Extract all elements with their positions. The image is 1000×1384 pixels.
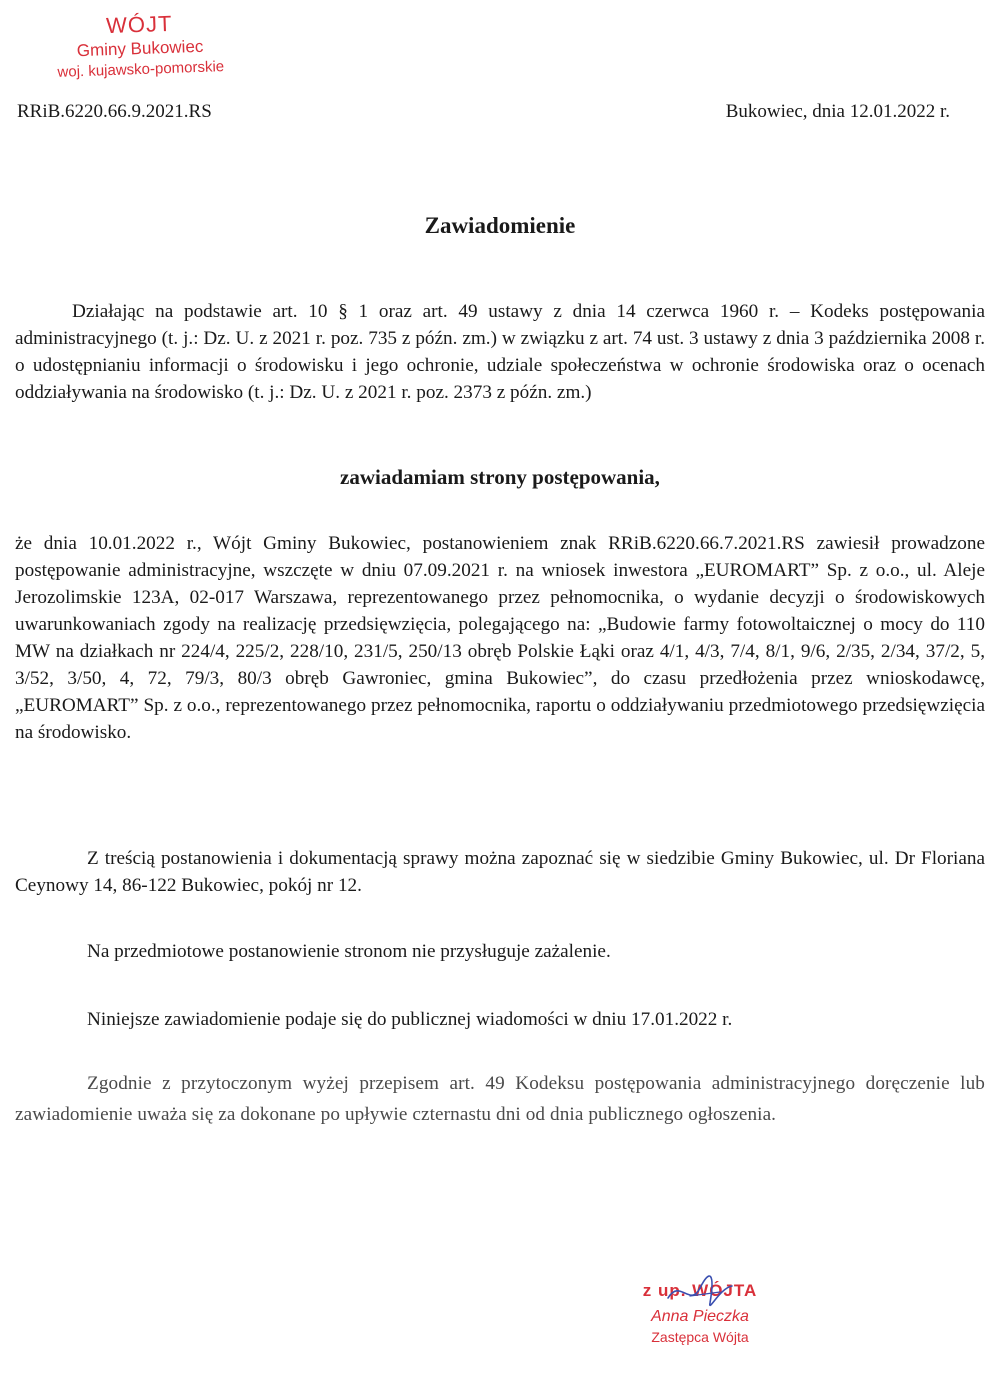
legal-basis-paragraph: Działając na podstawie art. 10 § 1 oraz art. 49 ustawy z dnia 14 czerwca 1960 r. – Kodeks postępowania administracyjnego (t. j.: Dz. U. z 2021 r. poz. 735 z późn. zm.) w związku z art. 74 ust. 3 ustawy z dnia 3 października 2008 r. o udostępnianiu informacji o środowisku i jego ochronie, udziale społeczeństwa w ochronie środowiska oraz o ocenach oddziaływania na środowisko (t. j.: Dz. U. z 2021 r. poz. 2373 z późn. zm.)	[15, 301, 985, 403]
signature-stamp-position: Zastępca Wójta	[651, 1329, 749, 1345]
signature-stamp-name: Anna Pieczka	[651, 1308, 749, 1325]
document-reference: RRiB.6220.66.9.2021.RS	[17, 101, 212, 122]
document-title: Zawiadomienie	[424, 213, 576, 238]
publication-paragraph: Niniejsze zawiadomienie podaje się do publicznej wiadomości w dniu 17.01.2022 r.	[87, 1009, 733, 1030]
signature-stamp-authorization: z up. WÓJTA	[642, 1281, 758, 1300]
delivery-paragraph: Zgodnie z przytoczonym wyżej przepisem art. 49 Kodeksu postępowania administracyjnego doręczenie lub zawiadomienie uważa się za dokonane po upływie czternastu dni od dnia publicznego ogłoszenia.	[15, 1073, 985, 1125]
stamp-line-municipality: Gminy Bukowiec	[76, 36, 204, 61]
stamp-line-title: WÓJT	[105, 10, 173, 39]
handwritten-signature	[660, 1268, 740, 1318]
document-place-date: Bukowiec, dnia 12.01.2022 r.	[725, 101, 950, 122]
appeal-paragraph: Na przedmiotowe postanowienie stronom nie przysługuje zażalenie.	[87, 941, 611, 962]
notice-heading: zawiadamiam strony postępowania,	[340, 465, 660, 489]
documentation-paragraph: Z treścią postanowienia i dokumentacją sprawy można zapoznać się w siedzibie Gminy Bukowiec, ul. Dr Floriana Ceynowy 14, 86-122 Bukowiec, pokój nr 12.	[15, 848, 985, 896]
stamp-line-voivodeship: woj. kujawsko-pomorskie	[57, 58, 225, 81]
office-stamp	[19, 8, 261, 84]
decision-paragraph: że dnia 10.01.2022 r., Wójt Gminy Bukowiec, postanowieniem znak RRiB.6220.66.7.2021.RS zawiesił prowadzone postępowanie administracyjne, wszczęte w dniu 07.09.2021 r. na wniosek inwestora „EUROMART” Sp. z o.o., ul. Aleje Jerozolimskie 123A, 02-017 Warszawa, reprezentowanego przez pełnomocnika, o wydanie decyzji o środowiskowych uwarunkowaniach zgody na realizację przedsięwzięcia, polegającego na: „Budowie farmy fotowoltaicznej o mocy do 110 MW na działkach nr 224/4, 225/2, 228/10, 231/5, 250/13 obręb Polskie Łąki oraz 4/1, 4/3, 7/4, 8/1, 9/6, 2/35, 2/34, 37/2, 5, 3/52, 3/50, 4, 72, 79/3, 80/3 obręb Gawroniec, gmina Bukowiec”, do czasu przedłożenia przez wnioskodawcę, „EUROMART” Sp. z o.o., reprezentowanego przez pełnomocnika, raportu o oddziaływaniu przedmiotowego przedsięwzięcia na środowisko.	[15, 533, 985, 743]
